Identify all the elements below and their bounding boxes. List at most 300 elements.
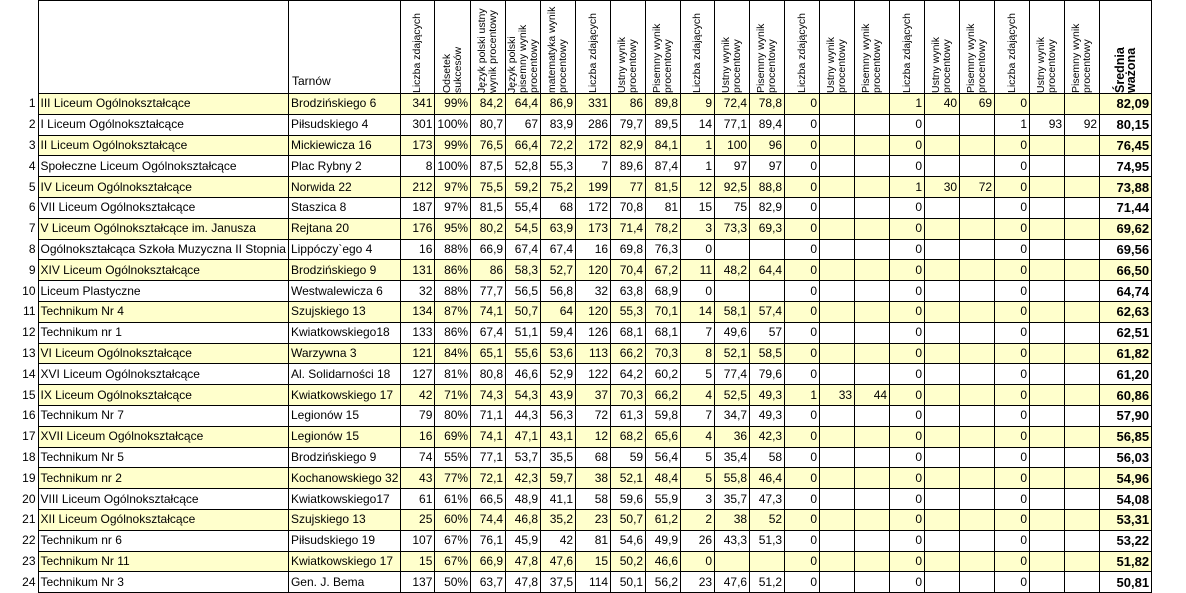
value-cell xyxy=(820,135,855,156)
value-cell: 59,8 xyxy=(646,405,681,426)
value-cell: 49,9 xyxy=(646,530,681,551)
value-cell xyxy=(855,281,890,302)
value-cell xyxy=(1065,156,1100,177)
value-cell xyxy=(960,197,995,218)
value-cell: 75 xyxy=(715,197,750,218)
value-cell: 84,1 xyxy=(646,135,681,156)
value-cell xyxy=(715,551,750,572)
value-cell xyxy=(1030,509,1065,530)
value-cell: 74,1 xyxy=(471,301,506,322)
table-row xyxy=(0,197,1152,218)
value-cell xyxy=(820,468,855,489)
school-name-cell: Technikum Nr 11 xyxy=(38,551,288,572)
value-cell: 69% xyxy=(435,426,471,447)
value-cell: 0 xyxy=(890,281,925,302)
value-cell: 113 xyxy=(576,343,611,364)
row-number: 2 xyxy=(28,117,36,132)
value-cell: 47,8 xyxy=(506,551,541,572)
value-cell xyxy=(1065,447,1100,468)
value-cell: 52,1 xyxy=(715,343,750,364)
column-header-label: Odsetek sukcesów xyxy=(440,46,464,93)
value-cell: 55,4 xyxy=(506,197,541,218)
row-number: 9 xyxy=(28,262,36,277)
value-cell: 80,8 xyxy=(471,364,506,385)
row-number: 16 xyxy=(22,408,36,423)
value-cell: 80% xyxy=(435,405,471,426)
column-header xyxy=(820,1,855,94)
value-cell: 0 xyxy=(995,343,1030,364)
value-cell: 0 xyxy=(785,301,820,322)
value-cell xyxy=(925,343,960,364)
value-cell: 58,1 xyxy=(715,301,750,322)
value-cell xyxy=(1030,530,1065,551)
value-cell: 0 xyxy=(785,489,820,510)
table-row xyxy=(0,364,1152,385)
value-cell: 4 xyxy=(681,385,715,406)
value-cell xyxy=(925,447,960,468)
value-cell: 61,3 xyxy=(611,405,646,426)
value-cell: 79 xyxy=(401,405,435,426)
column-header-label: Ustny wynik procentowy xyxy=(825,36,849,93)
address-cell: Brodzińskiego 6 xyxy=(288,94,400,115)
column-header xyxy=(715,1,750,94)
weighted-average-cell: 80,15 xyxy=(1100,114,1152,135)
column-header xyxy=(541,1,576,94)
column-header-label: Ustny wynik procentowy xyxy=(720,36,744,93)
table-row xyxy=(0,551,1152,572)
value-cell: 47,6 xyxy=(541,551,576,572)
row-number: 12 xyxy=(22,325,36,340)
value-cell: 121 xyxy=(401,343,435,364)
column-header-label: Liczba zdających xyxy=(1005,13,1018,93)
value-cell: 0 xyxy=(785,322,820,343)
value-cell: 0 xyxy=(890,468,925,489)
value-cell: 55,6 xyxy=(506,343,541,364)
value-cell: 7 xyxy=(681,405,715,426)
weighted-average-cell: 51,82 xyxy=(1100,551,1152,572)
value-cell: 92 xyxy=(1065,114,1100,135)
value-cell: 0 xyxy=(681,551,715,572)
value-cell xyxy=(925,156,960,177)
value-cell: 68,9 xyxy=(646,281,681,302)
column-header xyxy=(401,1,435,94)
column-header-label: Język polski pisemny wynik procentowy xyxy=(505,24,540,93)
value-cell: 74,1 xyxy=(471,426,506,447)
value-cell: 99% xyxy=(435,94,471,115)
row-number: 5 xyxy=(28,179,36,194)
value-cell: 66,4 xyxy=(506,135,541,156)
value-cell: 114 xyxy=(576,572,611,593)
value-cell: 8 xyxy=(401,156,435,177)
value-cell: 56,3 xyxy=(541,405,576,426)
value-cell: 78,8 xyxy=(750,94,785,115)
value-cell: 0 xyxy=(890,447,925,468)
value-cell xyxy=(1065,301,1100,322)
weighted-average-cell: 50,81 xyxy=(1100,572,1152,593)
value-cell: 49,3 xyxy=(750,385,785,406)
value-cell: 68 xyxy=(576,447,611,468)
value-cell: 43,1 xyxy=(541,426,576,447)
value-cell: 67 xyxy=(506,114,541,135)
value-cell: 0 xyxy=(995,489,1030,510)
value-cell: 0 xyxy=(995,218,1030,239)
address-cell: Mickiewicza 16 xyxy=(288,135,400,156)
value-cell xyxy=(960,364,995,385)
value-cell: 74 xyxy=(401,447,435,468)
column-header-label: Język polski ustny wynik procentowy xyxy=(476,8,500,93)
value-cell: 0 xyxy=(890,135,925,156)
value-cell: 66,5 xyxy=(471,489,506,510)
value-cell: 54,6 xyxy=(611,530,646,551)
column-header xyxy=(1100,1,1152,94)
column-header xyxy=(681,1,715,94)
value-cell: 8 xyxy=(681,343,715,364)
value-cell: 12 xyxy=(576,426,611,447)
value-cell xyxy=(855,364,890,385)
value-cell: 47,8 xyxy=(506,572,541,593)
value-cell: 92,5 xyxy=(715,177,750,198)
school-name-cell: Technikum Nr 4 xyxy=(38,301,288,322)
value-cell: 53,7 xyxy=(506,447,541,468)
value-cell: 0 xyxy=(785,218,820,239)
weighted-average-cell: 54,96 xyxy=(1100,468,1152,489)
value-cell: 16 xyxy=(401,426,435,447)
value-cell: 0 xyxy=(785,405,820,426)
value-cell: 0 xyxy=(890,530,925,551)
weighted-average-cell: 76,45 xyxy=(1100,135,1152,156)
value-cell: 52,8 xyxy=(506,156,541,177)
value-cell xyxy=(1030,135,1065,156)
value-cell xyxy=(925,509,960,530)
weighted-average-cell: 74,95 xyxy=(1100,156,1152,177)
value-cell xyxy=(925,572,960,593)
value-cell: 11 xyxy=(681,260,715,281)
value-cell: 77 xyxy=(611,177,646,198)
row-number: 17 xyxy=(22,429,36,444)
value-cell: 54,3 xyxy=(506,385,541,406)
value-cell xyxy=(820,114,855,135)
value-cell xyxy=(1065,426,1100,447)
value-cell: 99% xyxy=(435,135,471,156)
value-cell: 58 xyxy=(750,447,785,468)
table-row xyxy=(0,489,1152,510)
column-header xyxy=(506,1,541,94)
value-cell: 100 xyxy=(715,135,750,156)
weighted-average-cell: 53,22 xyxy=(1100,530,1152,551)
value-cell: 76,5 xyxy=(471,135,506,156)
value-cell: 48,2 xyxy=(715,260,750,281)
value-cell: 0 xyxy=(785,239,820,260)
value-cell xyxy=(1065,551,1100,572)
table-row xyxy=(0,426,1152,447)
value-cell: 74,3 xyxy=(471,385,506,406)
value-cell xyxy=(1030,489,1065,510)
value-cell xyxy=(960,218,995,239)
value-cell: 25 xyxy=(401,509,435,530)
value-cell: 0 xyxy=(890,572,925,593)
value-cell xyxy=(855,135,890,156)
column-header xyxy=(435,1,471,94)
value-cell: 70,4 xyxy=(611,260,646,281)
value-cell: 63,8 xyxy=(611,281,646,302)
value-cell: 70,8 xyxy=(611,197,646,218)
value-cell: 44 xyxy=(855,385,890,406)
value-cell xyxy=(1030,551,1065,572)
value-cell xyxy=(960,468,995,489)
value-cell: 83,9 xyxy=(541,114,576,135)
value-cell xyxy=(855,447,890,468)
school-name-cell: XVI Liceum Ogólnokształcące xyxy=(38,364,288,385)
value-cell: 95% xyxy=(435,218,471,239)
value-cell xyxy=(1030,177,1065,198)
value-cell: 0 xyxy=(995,447,1030,468)
value-cell xyxy=(925,114,960,135)
value-cell xyxy=(960,156,995,177)
value-cell: 0 xyxy=(785,156,820,177)
value-cell: 1 xyxy=(890,94,925,115)
address-cell: Plac Rybny 2 xyxy=(288,156,400,177)
value-cell: 69,3 xyxy=(750,218,785,239)
value-cell: 67% xyxy=(435,551,471,572)
value-cell: 0 xyxy=(890,364,925,385)
value-cell xyxy=(820,426,855,447)
value-cell: 0 xyxy=(995,260,1030,281)
value-cell: 41,1 xyxy=(541,489,576,510)
value-cell: 12 xyxy=(681,177,715,198)
value-cell: 55,9 xyxy=(646,489,681,510)
value-cell: 50,2 xyxy=(611,551,646,572)
row-number: 3 xyxy=(28,137,36,152)
value-cell: 87,4 xyxy=(646,156,681,177)
value-cell: 0 xyxy=(995,572,1030,593)
value-cell: 47,1 xyxy=(506,426,541,447)
column-header-label: Liczba zdających xyxy=(691,13,704,93)
value-cell: 47,6 xyxy=(715,572,750,593)
address-cell: Szujskiego 13 xyxy=(288,301,400,322)
value-cell: 97% xyxy=(435,177,471,198)
weighted-average-cell: 62,51 xyxy=(1100,322,1152,343)
value-cell: 97 xyxy=(715,156,750,177)
row-number: 18 xyxy=(22,449,36,464)
value-cell: 59,6 xyxy=(611,489,646,510)
value-cell xyxy=(855,114,890,135)
value-cell: 72,4 xyxy=(715,94,750,115)
address-cell: Brodzińskiego 9 xyxy=(288,447,400,468)
row-number: 15 xyxy=(22,387,36,402)
school-name-cell: VI Liceum Ogólnokształcące xyxy=(38,343,288,364)
value-cell: 3 xyxy=(681,489,715,510)
value-cell: 35,5 xyxy=(541,447,576,468)
weighted-average-cell: 62,63 xyxy=(1100,301,1152,322)
weighted-average-cell: 64,74 xyxy=(1100,281,1152,302)
value-cell xyxy=(1065,385,1100,406)
value-cell: 70,3 xyxy=(611,385,646,406)
address-cell: Gen. J. Bema xyxy=(288,572,400,593)
table-row xyxy=(0,239,1152,260)
value-cell xyxy=(750,281,785,302)
value-cell xyxy=(855,343,890,364)
value-cell xyxy=(1065,530,1100,551)
value-cell: 0 xyxy=(995,530,1030,551)
school-name-cell: XII Liceum Ogólnokształcące xyxy=(38,509,288,530)
school-name-cell: Technikum nr 2 xyxy=(38,468,288,489)
value-cell xyxy=(820,177,855,198)
value-cell: 77,7 xyxy=(471,281,506,302)
value-cell xyxy=(820,343,855,364)
value-cell: 131 xyxy=(401,260,435,281)
value-cell xyxy=(1030,343,1065,364)
weighted-average-cell: 66,50 xyxy=(1100,260,1152,281)
value-cell xyxy=(1030,426,1065,447)
value-cell: 100% xyxy=(435,114,471,135)
value-cell xyxy=(925,385,960,406)
column-header xyxy=(960,1,995,94)
value-cell: 66,2 xyxy=(646,385,681,406)
value-cell xyxy=(1065,239,1100,260)
table-row xyxy=(0,218,1152,239)
weighted-average-cell: 69,62 xyxy=(1100,218,1152,239)
value-cell xyxy=(855,322,890,343)
row-number-header xyxy=(0,1,38,94)
value-cell: 0 xyxy=(890,489,925,510)
value-cell: 50,1 xyxy=(611,572,646,593)
weighted-average-cell: 54,08 xyxy=(1100,489,1152,510)
column-header xyxy=(785,1,820,94)
value-cell: 0 xyxy=(995,551,1030,572)
table-row xyxy=(0,177,1152,198)
value-cell: 52 xyxy=(750,509,785,530)
value-cell: 65,6 xyxy=(646,426,681,447)
value-cell: 38 xyxy=(576,468,611,489)
column-header-label: Liczba zdających xyxy=(795,13,808,93)
value-cell: 0 xyxy=(995,156,1030,177)
value-cell: 86,9 xyxy=(541,94,576,115)
column-header-label: Ustny wynik procentowy xyxy=(930,36,954,93)
value-cell: 173 xyxy=(576,218,611,239)
table-row xyxy=(0,260,1152,281)
value-cell: 1 xyxy=(785,385,820,406)
value-cell: 68,1 xyxy=(646,322,681,343)
value-cell xyxy=(750,239,785,260)
value-cell: 187 xyxy=(401,197,435,218)
address-cell: Kwiatkowskiego 17 xyxy=(288,551,400,572)
value-cell xyxy=(960,405,995,426)
value-cell: 0 xyxy=(890,426,925,447)
school-name-cell: II Liceum Ogólnokształcące xyxy=(38,135,288,156)
value-cell xyxy=(1065,509,1100,530)
value-cell: 0 xyxy=(890,385,925,406)
address-cell: Norwida 22 xyxy=(288,177,400,198)
value-cell: 14 xyxy=(681,114,715,135)
value-cell: 86 xyxy=(471,260,506,281)
row-number: 14 xyxy=(22,366,36,381)
value-cell: 81,5 xyxy=(471,197,506,218)
value-cell: 0 xyxy=(890,156,925,177)
value-cell xyxy=(1065,468,1100,489)
value-cell xyxy=(715,281,750,302)
value-cell: 9 xyxy=(681,94,715,115)
value-cell: 120 xyxy=(576,301,611,322)
column-header-label: Średnia ważona xyxy=(1112,47,1138,93)
value-cell: 66,9 xyxy=(471,551,506,572)
table-body xyxy=(0,94,1152,593)
column-header xyxy=(471,1,506,94)
value-cell xyxy=(855,301,890,322)
value-cell: 61 xyxy=(401,489,435,510)
row-number: 24 xyxy=(22,574,36,589)
value-cell: 0 xyxy=(995,281,1030,302)
value-cell: 0 xyxy=(681,239,715,260)
weighted-average-cell: 82,09 xyxy=(1100,94,1152,115)
weighted-average-cell: 61,20 xyxy=(1100,364,1152,385)
value-cell xyxy=(855,94,890,115)
value-cell xyxy=(855,239,890,260)
value-cell: 0 xyxy=(681,281,715,302)
value-cell: 60,2 xyxy=(646,364,681,385)
column-header-label: Ustny wynik procentowy xyxy=(616,36,640,93)
value-cell: 48,4 xyxy=(646,468,681,489)
value-cell xyxy=(925,135,960,156)
value-cell: 0 xyxy=(785,364,820,385)
column-header xyxy=(890,1,925,94)
column-header-label: Pisemny wynik procentowy xyxy=(651,23,675,93)
value-cell: 67,4 xyxy=(541,239,576,260)
value-cell: 64,4 xyxy=(750,260,785,281)
value-cell: 16 xyxy=(576,239,611,260)
value-cell: 68 xyxy=(541,197,576,218)
address-cell: Rejtana 20 xyxy=(288,218,400,239)
value-cell xyxy=(820,489,855,510)
value-cell: 78,2 xyxy=(646,218,681,239)
value-cell: 71% xyxy=(435,385,471,406)
value-cell: 0 xyxy=(995,509,1030,530)
value-cell: 172 xyxy=(576,135,611,156)
value-cell: 32 xyxy=(401,281,435,302)
value-cell: 43 xyxy=(401,468,435,489)
value-cell: 126 xyxy=(576,322,611,343)
value-cell: 93 xyxy=(1030,114,1065,135)
value-cell: 86% xyxy=(435,322,471,343)
weighted-average-cell: 56,03 xyxy=(1100,447,1152,468)
value-cell xyxy=(855,489,890,510)
school-name-cell: IX Liceum Ogólnokształcące xyxy=(38,385,288,406)
value-cell: 79,7 xyxy=(611,114,646,135)
column-header xyxy=(995,1,1030,94)
value-cell: 0 xyxy=(785,197,820,218)
row-number: 11 xyxy=(23,304,36,319)
value-cell: 52,1 xyxy=(611,468,646,489)
row-number: 6 xyxy=(28,200,36,215)
value-cell: 86% xyxy=(435,260,471,281)
value-cell: 0 xyxy=(785,468,820,489)
table-row xyxy=(0,385,1152,406)
column-header xyxy=(1030,1,1065,94)
table-row xyxy=(0,114,1152,135)
column-header-label: Liczba zdających xyxy=(900,13,913,93)
value-cell xyxy=(960,530,995,551)
value-cell xyxy=(1065,489,1100,510)
value-cell: 64,2 xyxy=(611,364,646,385)
address-cell: Lippóczy`ego 4 xyxy=(288,239,400,260)
value-cell: 0 xyxy=(890,197,925,218)
value-cell: 341 xyxy=(401,94,435,115)
value-cell xyxy=(925,468,960,489)
address-cell: Al. Solidarności 18 xyxy=(288,364,400,385)
value-cell: 0 xyxy=(785,572,820,593)
value-cell xyxy=(1030,364,1065,385)
value-cell xyxy=(960,385,995,406)
value-cell: 81 xyxy=(576,530,611,551)
